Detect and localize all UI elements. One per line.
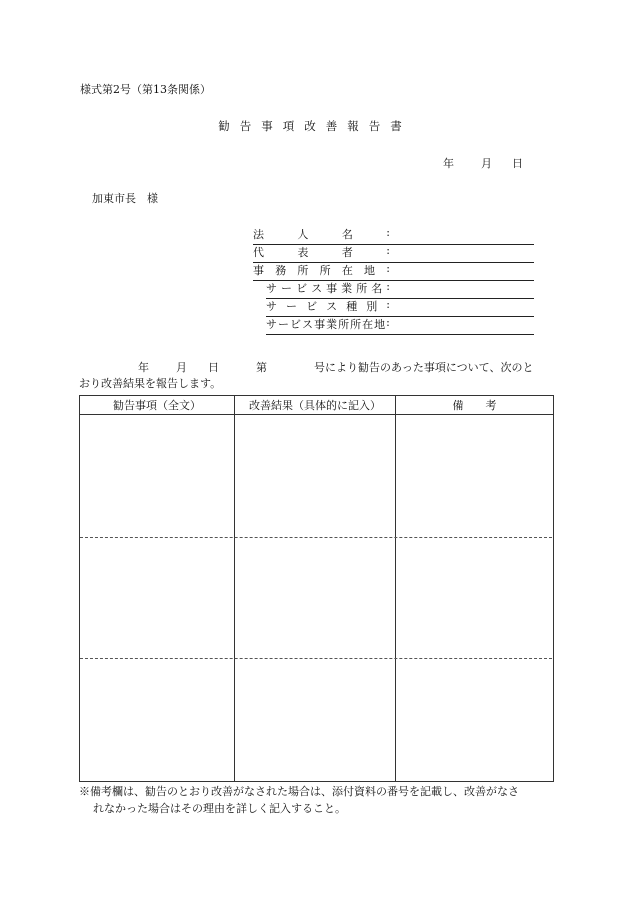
report-table (79, 395, 554, 782)
field-label: サ ー ビ ス 種 別 : (266, 298, 390, 313)
document-title: 勧告事項改善報告書 (218, 119, 412, 133)
header-remarks: 備 考 (396, 396, 554, 415)
addressee: 加東市長 様 (92, 192, 158, 205)
field-office-address[interactable] (253, 263, 534, 281)
date-year-label: 年 (443, 157, 454, 170)
body-text-line2: おり改善結果を報告します。 (79, 377, 222, 390)
body-number-prefix: 第 (256, 361, 267, 374)
body-month-label: 月 (176, 361, 187, 374)
row-divider (80, 537, 552, 538)
footnote-line2: れなかった場合はその理由を詳しく記入すること。 (93, 802, 346, 815)
field-corporation-name[interactable] (253, 227, 534, 245)
table-body-row (80, 415, 554, 782)
date-month-label: 月 (481, 157, 492, 170)
field-service-office-name[interactable] (266, 281, 534, 299)
field-label: 代 表 者 : (253, 244, 390, 259)
header-recommendation: 勧告事項（全文） (80, 396, 235, 415)
remarks-cell[interactable] (396, 415, 554, 782)
body-year-label: 年 (138, 361, 149, 374)
recommendation-cell[interactable] (80, 415, 235, 782)
form-number: 様式第2号（第13条関係） (80, 83, 211, 96)
field-label: サ ー ビ ス 事 業 所 名 : (266, 280, 390, 295)
field-label: サ ー ビ ス 事 業 所 所 在 地 : (266, 316, 390, 331)
field-service-type[interactable] (266, 299, 534, 317)
field-label: 法 人 名 : (253, 226, 390, 241)
table-header-row (80, 396, 554, 415)
field-representative[interactable] (253, 245, 534, 263)
row-divider (80, 658, 552, 659)
field-label: 事 務 所 所 在 地 : (253, 262, 390, 277)
header-improvement-result: 改善結果（具体的に記入） (235, 396, 396, 415)
field-service-office-address[interactable] (266, 317, 534, 335)
footnote-line1: ※備考欄は、勧告のとおり改善がなされた場合は、添付資料の番号を記載し、改善がなさ (79, 785, 519, 798)
body-day-label: 日 (208, 361, 219, 374)
body-text-line1: 号により勧告のあった事項について、次のと (314, 361, 534, 374)
date-day-label: 日 (512, 157, 523, 170)
improvement-result-cell[interactable] (235, 415, 396, 782)
